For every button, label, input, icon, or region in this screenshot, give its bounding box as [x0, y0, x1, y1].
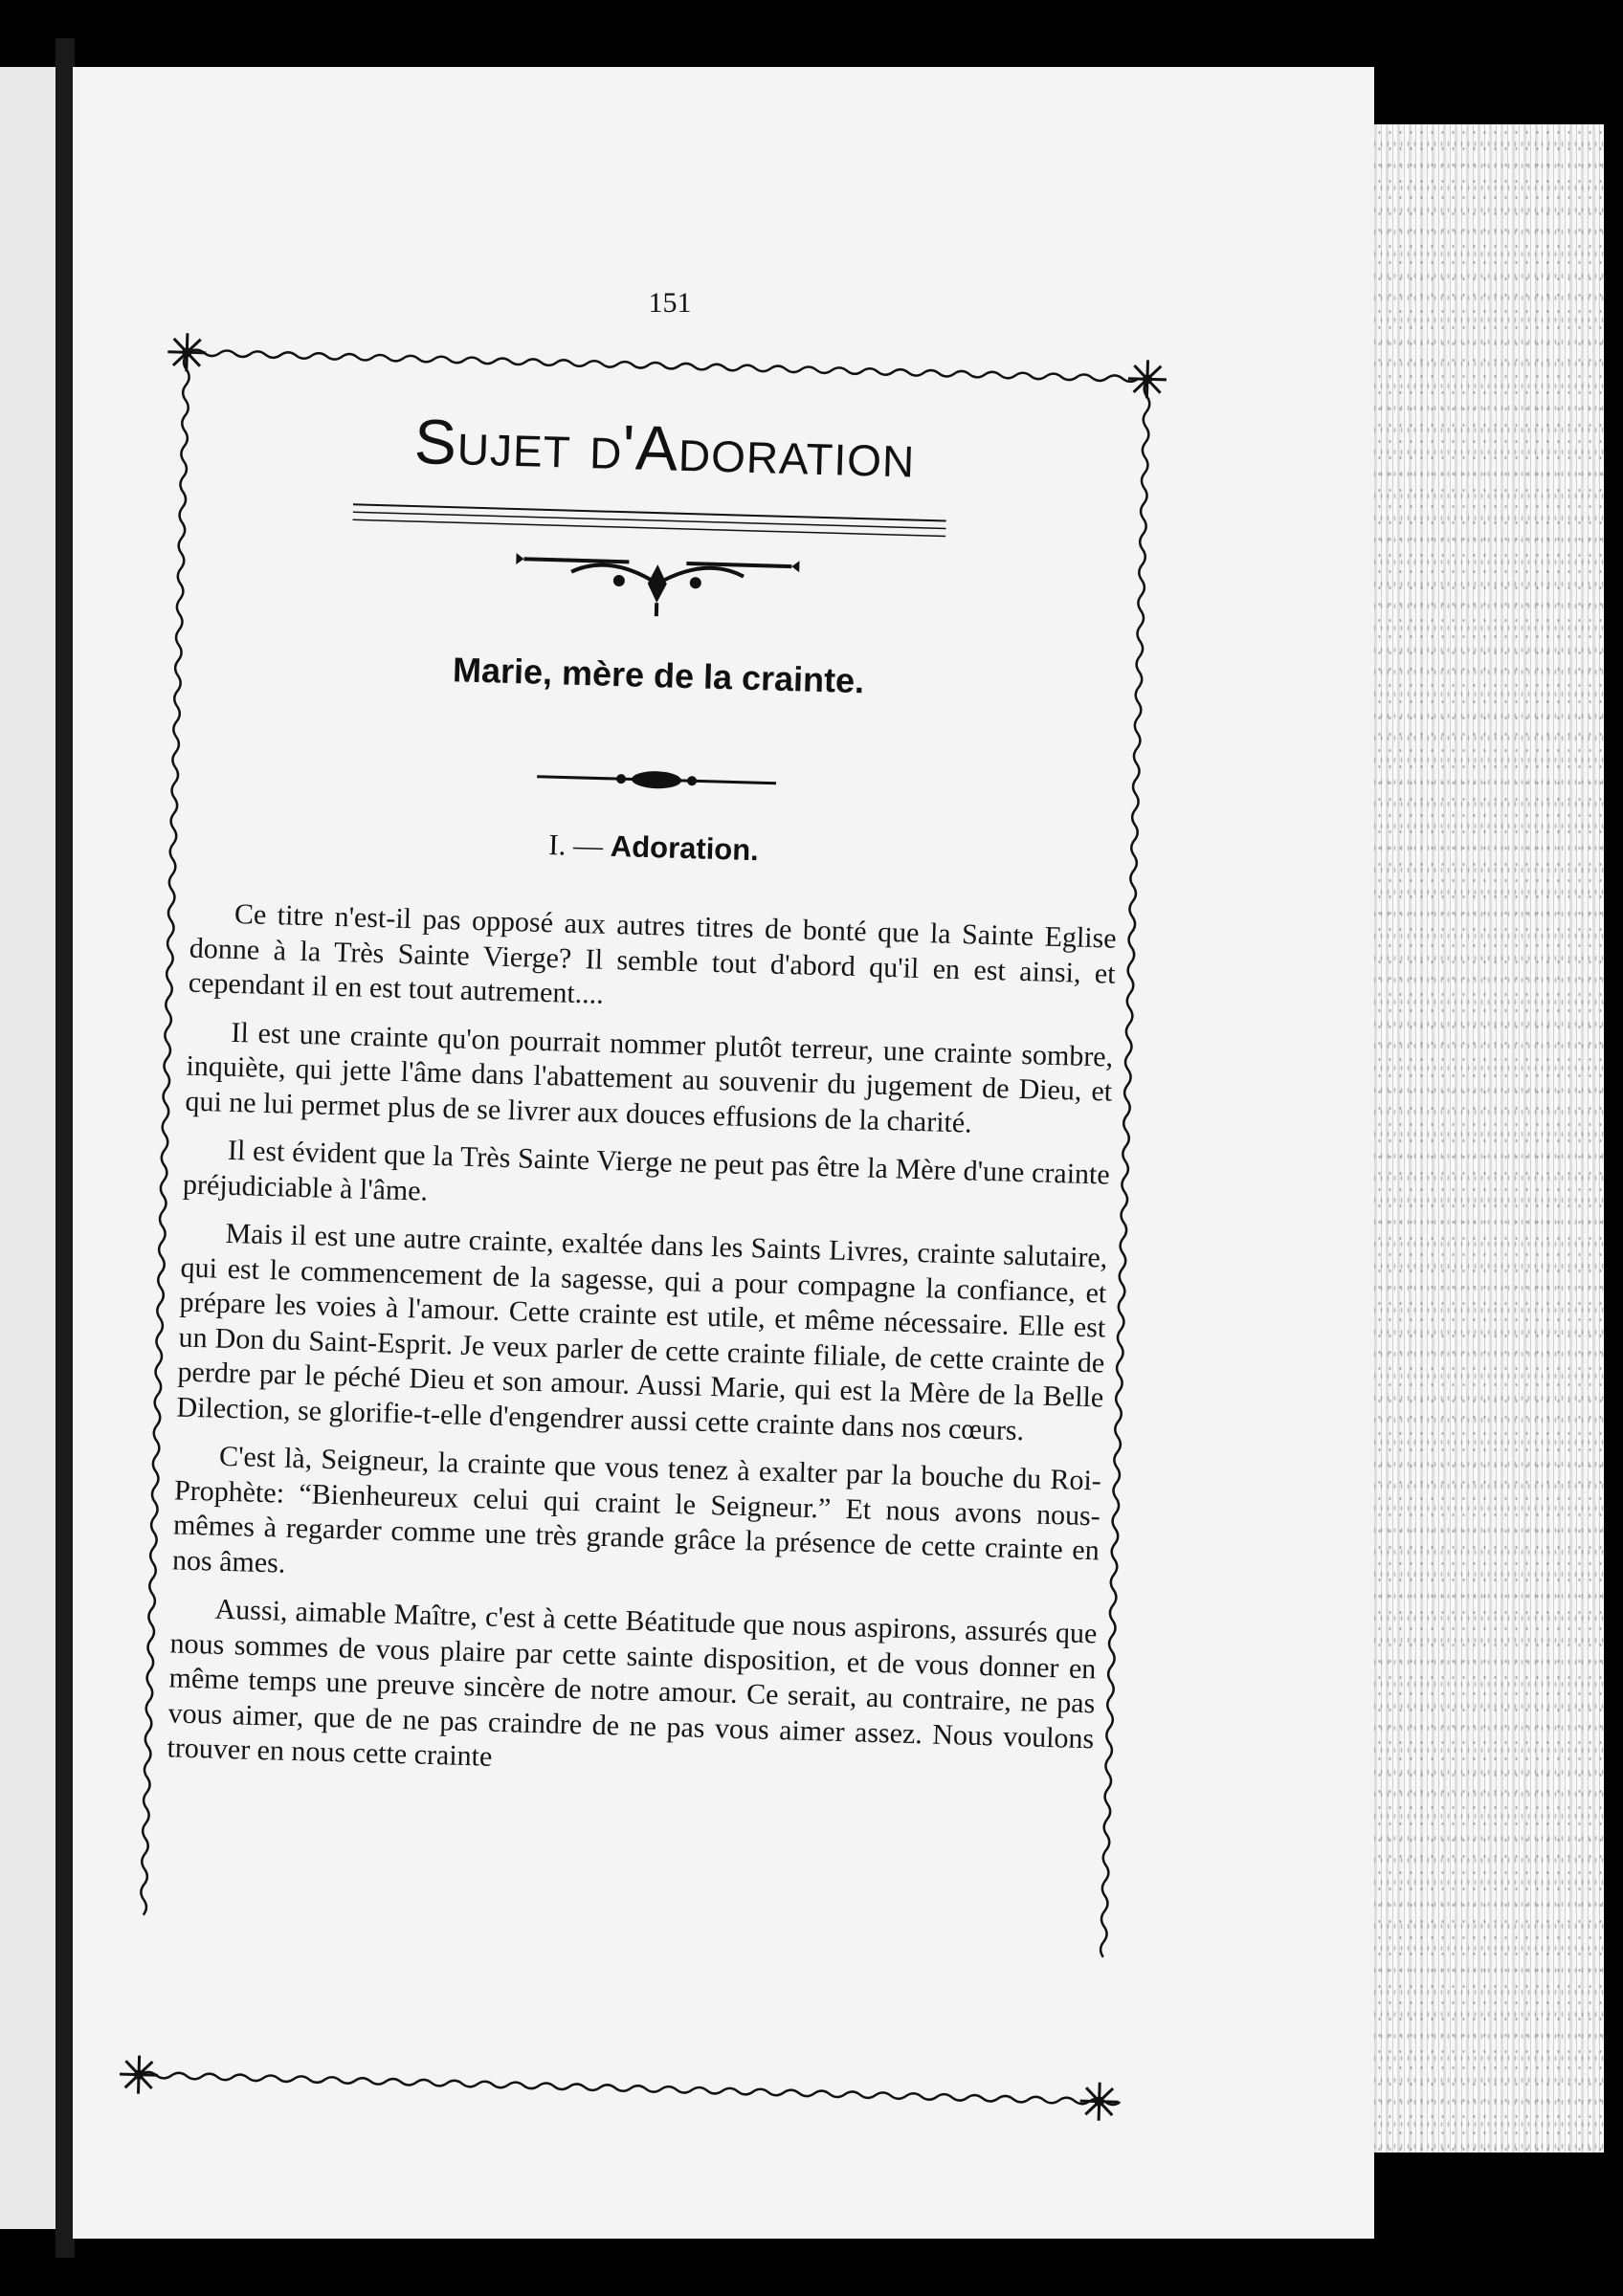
body-text	[167, 896, 1117, 1805]
corner-star-top-left	[167, 333, 207, 372]
facing-page-edge	[0, 67, 56, 2229]
page-title: Sujet d'Adoration	[413, 406, 917, 491]
page-number: 151	[648, 287, 692, 319]
section-title: Adoration.	[610, 828, 760, 868]
section-numeral: I. —	[547, 828, 604, 863]
corner-star-bottom-right	[1079, 2082, 1119, 2121]
paragraph: Mais il est une autre crainte, exaltée dans les Saints Livres, crainte salutaire, qui est le commencement de la sagesse, qui a pour compagne la confiance, et prépare les voies à l'amour. Cette crainte est utile, et même nécessaire. Elle est un Don du Saint-Esprit. Je veux parler de cette crainte filiale, de cette crainte de perdre par le péché Dieu et son amour. Aussi Marie, qui est la Mère de la Belle Dilection, se glorifie-t-elle d'engendrer aussi cette crainte dans nos cœurs.	[176, 1217, 1108, 1446]
corner-star-bottom-left	[120, 2055, 159, 2094]
subtitle: Marie, mère de la crainte.	[452, 650, 865, 701]
paragraph: C'est là, Seigneur, la crainte que vous tenez à exalter par la bouche du Roi-Prophète: “Bienheureux celui qui craint le Seigneur.” Et nous avons nous-mêmes à regarder comme une très grande grâce la présence de cette crainte en nos âmes.	[171, 1440, 1102, 1579]
corner-star-top-right	[1127, 360, 1167, 399]
paragraph: Ce titre n'est-il pas opposé aux autres titres de bonté que la Sainte Eglise donne à la Très Sainte Vierge? Il semble tout d'abord qu'il en est ainsi, et cependant il en est tout autrement....	[188, 897, 1118, 1010]
book-gutter	[56, 38, 75, 2258]
paragraph: Il est évident que la Très Sainte Vierge ne peut pas être la Mère d'une crainte préjudiciable à l'âme.	[182, 1134, 1111, 1207]
flourish-ornament	[513, 532, 802, 626]
page-edges-stack	[1374, 124, 1604, 2152]
paragraph: Aussi, aimable Maître, c'est à cette Béatitude que nous aspirons, assurés que nous sommes de vous plaire par cette sainte disposition, et de vous donner en même temps une preuve sincère de notre amour. Ce serait, au contraire, ne pas vous aimer, que de ne pas craindre de ne pas vous aimer assez. Nous voulons trouver en nous cette crainte	[167, 1593, 1098, 1773]
decorative-frame	[117, 331, 1168, 2124]
paragraph: Il est une crainte qu'on pourrait nommer plutôt terreur, une crainte sombre, inquiète, qui jette l'âme dans l'abattement au souvenir du jugement de Dieu, et qui ne lui permet plus de se livrer aux douces effusions de la charité.	[185, 1016, 1114, 1139]
